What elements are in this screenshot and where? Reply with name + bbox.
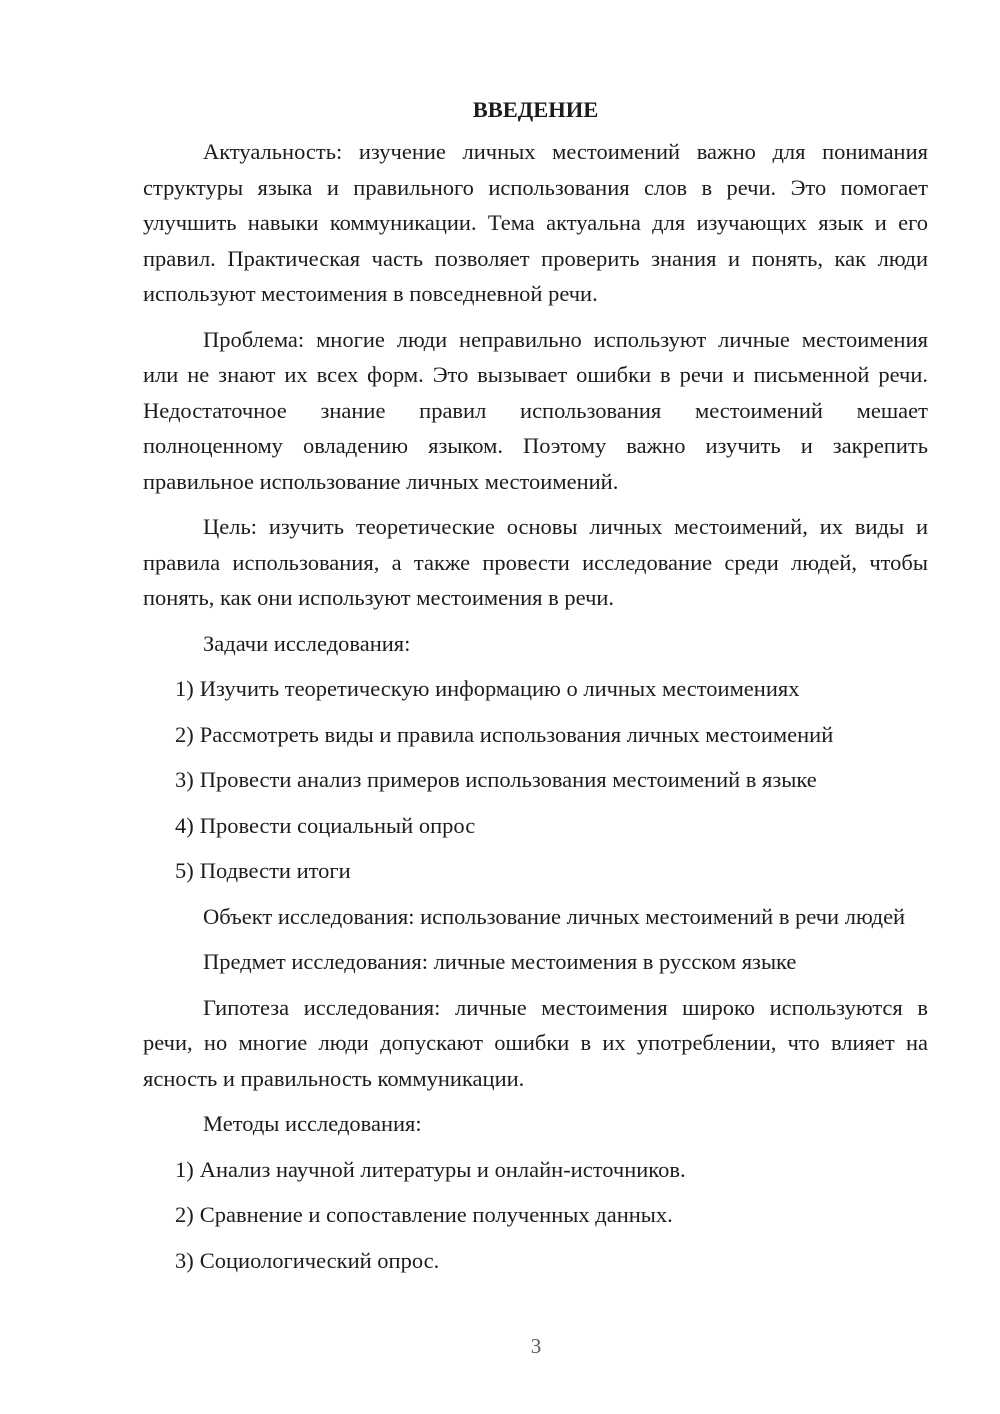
list-item-number: 3)	[175, 767, 194, 792]
object-paragraph: Объект исследования: использование личных местоимений в речи людей	[203, 903, 906, 929]
list-item-text: Сравнение и сопоставление полученных данных.	[199, 1202, 673, 1227]
list-item	[143, 1243, 928, 1279]
list-item	[143, 1152, 928, 1188]
list-item-text: Изучить теоретическую информацию о личных местоимениях	[199, 676, 800, 701]
problem-paragraph: Проблема: многие люди неправильно используют личные местоимения или не знают их всех форм. Это вызывает ошибки в речи и письменной речи. Недостаточное знание правил использования местоимений мешает полноценному овладению языком. Поэтому важно изучить и закрепить правильное использование личных местоимений.	[143, 326, 928, 494]
subject-paragraph: Предмет исследования: личные местоимения в русском языке	[203, 949, 797, 974]
list-item-text: Рассмотреть виды и правила использования личных местоимений	[199, 721, 834, 747]
list-item-number: 2)	[175, 1202, 194, 1227]
methods-list	[143, 1152, 928, 1279]
list-item	[143, 762, 928, 798]
list-item-number: 5)	[175, 858, 194, 883]
list-item-text: Провести социальный опрос	[199, 812, 476, 838]
document-page	[143, 92, 928, 1288]
list-item-text: Анализ научной литературы и онлайн-источников.	[199, 1156, 686, 1182]
page-number: 3	[530, 1334, 542, 1358]
list-item	[143, 853, 928, 889]
list-item	[143, 717, 928, 753]
list-item-number: 1)	[175, 676, 194, 701]
list-item-number: 3)	[175, 1247, 194, 1273]
list-item-text: Подвести итоги	[199, 858, 351, 883]
list-item-text: Социологический опрос.	[199, 1247, 440, 1273]
list-item-text: Провести анализ примеров использования местоимений в языке	[199, 767, 817, 792]
hypothesis-paragraph: Гипотеза исследования: личные местоимения широко используются в речи, но многие люди допускают ошибки в их употреблении, что влияет на ясность и правильность коммуникации.	[143, 994, 928, 1091]
goal-paragraph: Цель: изучить теоретические основы личных местоимений, их виды и правила использования, а также провести исследование среди людей, чтобы понять, как они используют местоимения в речи.	[143, 514, 928, 610]
tasks-list	[143, 671, 928, 889]
list-item-number: 2)	[175, 721, 194, 747]
list-item-number: 1)	[175, 1156, 194, 1182]
list-item	[143, 671, 928, 707]
list-item	[143, 1197, 928, 1233]
list-item	[143, 808, 928, 844]
tasks-label: Задачи исследования:	[203, 630, 411, 656]
methods-label: Методы исследования:	[203, 1111, 422, 1136]
page-title: ВВЕДЕНИЕ	[472, 97, 599, 122]
list-item-number: 4)	[175, 812, 194, 838]
relevance-paragraph: Актуальность: изучение личных местоимений важно для понимания структуры языка и правильного использования слов в речи. Это помогает улучшить навыки коммуникации. Тема актуальна для изучающих язык и его правил. Практическая часть позволяет проверить знания и понять, как люди используют местоимения в повседневной речи.	[143, 139, 928, 306]
